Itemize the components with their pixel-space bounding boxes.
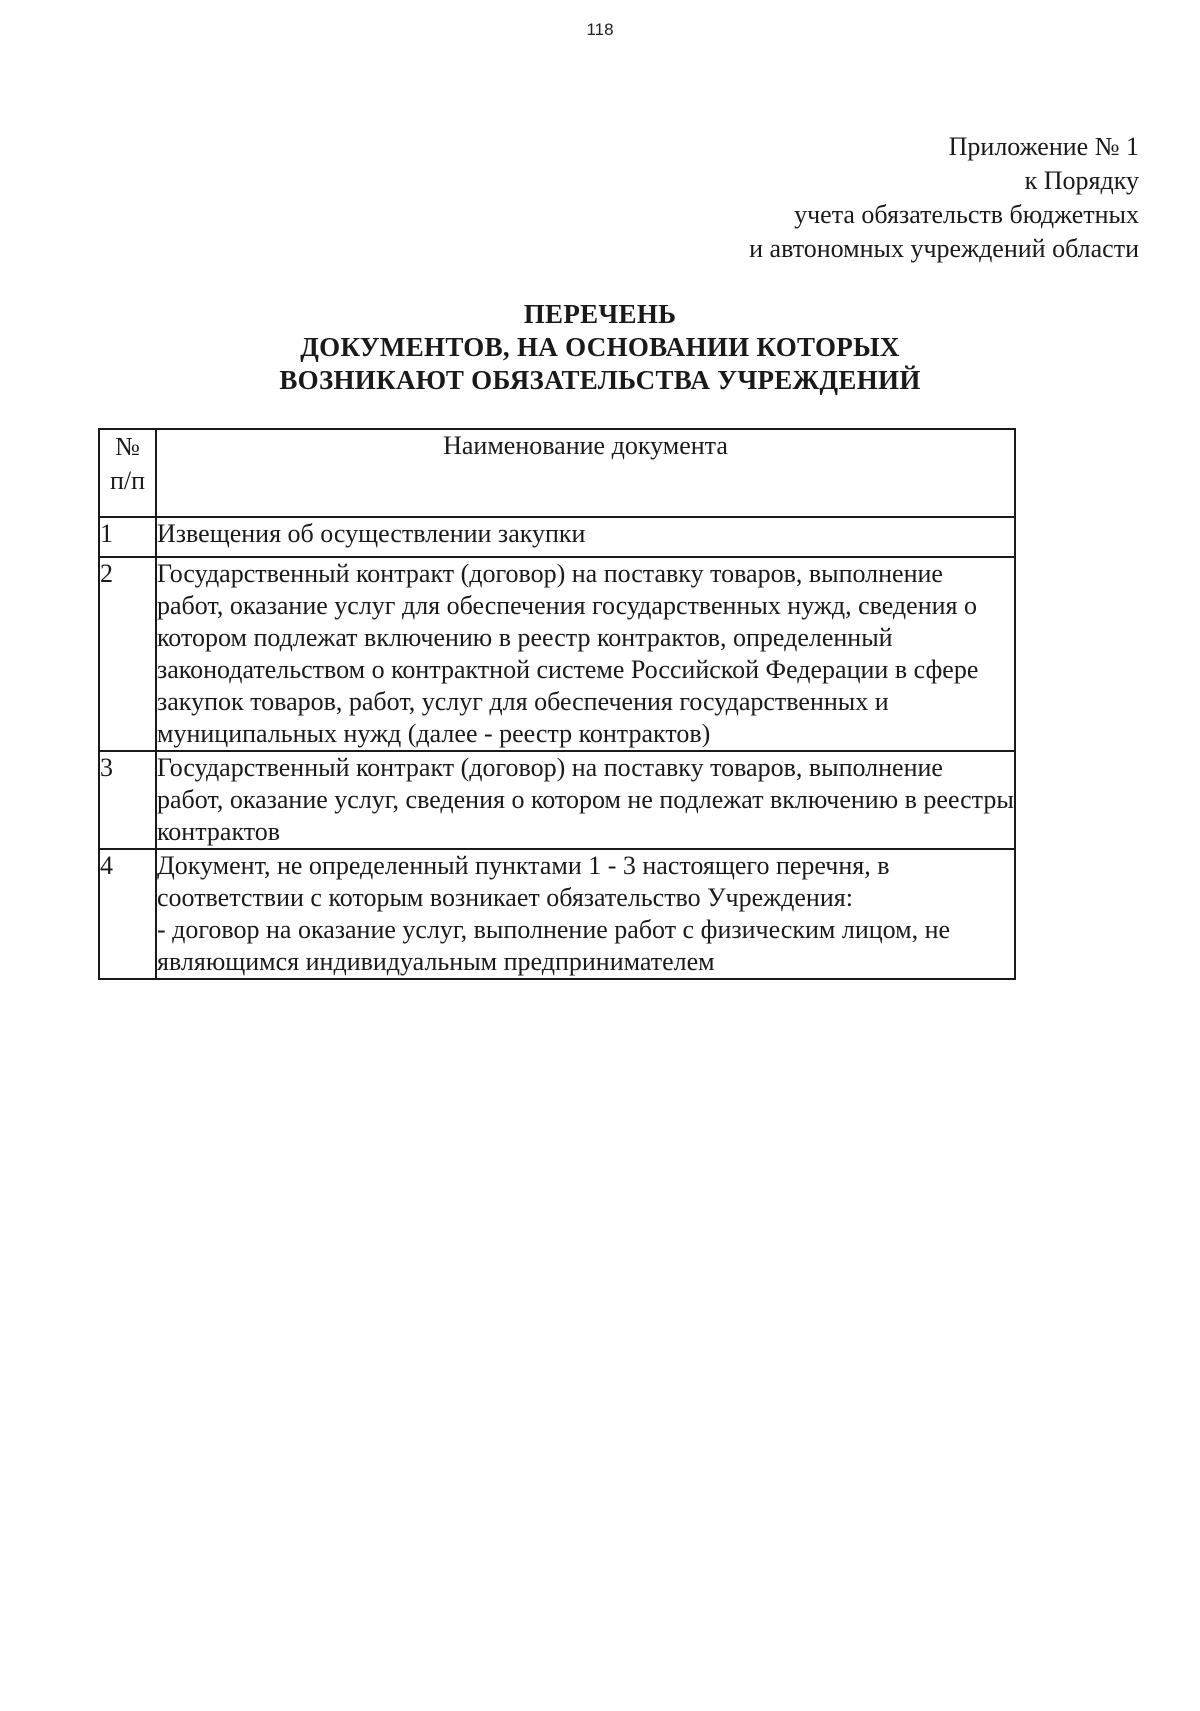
table-row (99, 517, 1015, 557)
page-number: 118 (586, 20, 614, 39)
column-header-document-name: Наименование документа (156, 429, 1015, 517)
row-number: 4 (99, 849, 156, 979)
document-name: Государственный контракт (договор) на поставку товаров, выполнение работ, оказание услуг, сведения о котором не подлежат включению в реестры контрактов (156, 751, 1015, 849)
appendix-line-4: и автономных учреждений области (749, 234, 1139, 263)
document-name (156, 849, 1015, 979)
table-header-row (99, 429, 1015, 517)
row-number: 1 (99, 517, 156, 557)
table-row (99, 557, 1015, 751)
appendix-line-1: Приложение № 1 (948, 132, 1139, 161)
documents-table (98, 428, 1016, 980)
column-header-number-abbrev: п/п (109, 466, 146, 495)
column-header-number-symbol: № (115, 432, 140, 461)
document-name: Извещения об осуществлении закупки (156, 517, 1015, 557)
row-number: 3 (99, 751, 156, 849)
appendix-line-3: учета обязательств бюджетных (794, 200, 1139, 229)
document-name: Государственный контракт (договор) на поставку товаров, выполнение работ, оказание услуг для обеспечения государственных нужд, сведения о котором подлежат включению в реестр контрактов, определенный законодательством о контрактной системе Российской Федерации в сфере закупок товаров, работ, услуг для обеспечения государственных и муниципальных нужд (далее - реестр контрактов) (156, 557, 1015, 751)
title-line-3: ВОЗНИКАЮТ ОБЯЗАТЕЛЬСТВА УЧРЕЖДЕНИЙ (279, 365, 921, 395)
row-number: 2 (99, 557, 156, 751)
table-row (99, 849, 1015, 979)
appendix-reference (749, 130, 1139, 266)
appendix-line-2: к Порядку (1024, 166, 1139, 195)
document-name-main: Документ, не определенный пунктами 1 - 3 настоящего перечня, в соответствии с которым возникает обязательство Учреждения: (157, 851, 890, 912)
title-line-1: ПЕРЕЧЕНЬ (523, 299, 677, 329)
column-header-number (99, 429, 156, 517)
title-line-2: ДОКУМЕНТОВ, НА ОСНОВАНИИ КОТОРЫХ (300, 332, 900, 362)
document-name-subitem: - договор на оказание услуг, выполнение работ с физическим лицом, не являющимся индивидуальным предпринимателем (157, 915, 951, 976)
table-row (99, 751, 1015, 849)
document-title (0, 298, 1200, 397)
